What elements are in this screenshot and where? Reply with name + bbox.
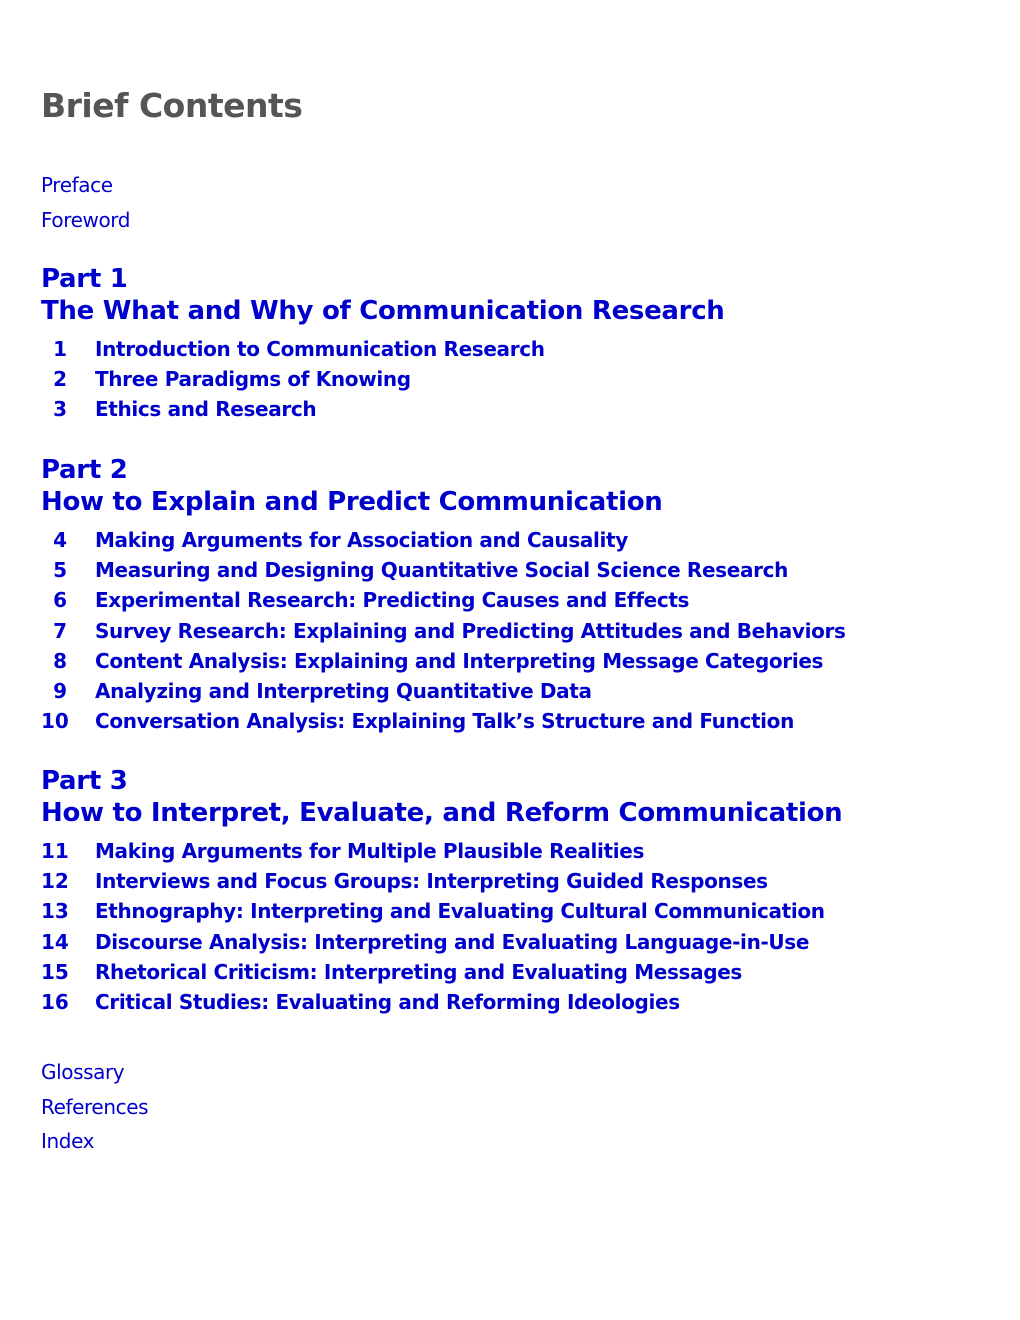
chapter-link-1[interactable] bbox=[41, 336, 1001, 366]
chapter-number: 2 bbox=[53, 367, 67, 392]
chapter-link-16[interactable] bbox=[41, 989, 1001, 1019]
chapter-link-11[interactable] bbox=[41, 838, 1001, 868]
chapter-number: 9 bbox=[53, 678, 67, 703]
chapter-number: 8 bbox=[53, 648, 67, 673]
chapter-title: Content Analysis: Explaining and Interpreting Message Categories bbox=[95, 648, 824, 673]
link-glossary[interactable]: Glossary bbox=[41, 1060, 125, 1084]
chapter-title: Ethics and Research bbox=[95, 397, 317, 422]
link-index[interactable]: Index bbox=[41, 1129, 95, 1153]
chapter-title: Analyzing and Interpreting Quantitative Data bbox=[95, 678, 592, 703]
chapter-title: Interviews and Focus Groups: Interpreting Guided Responses bbox=[95, 869, 768, 894]
chapter-title: Ethnography: Interpreting and Evaluating Cultural Communication bbox=[95, 899, 825, 924]
part-2-title[interactable]: How to Explain and Predict Communication bbox=[41, 487, 663, 517]
chapter-link-7[interactable] bbox=[41, 618, 1001, 648]
chapter-number: 11 bbox=[41, 839, 69, 863]
link-foreword[interactable]: Foreword bbox=[41, 207, 131, 232]
chapter-number: 4 bbox=[53, 528, 67, 552]
part-1-section bbox=[41, 263, 1001, 427]
chapter-link-14[interactable] bbox=[41, 929, 1001, 959]
chapter-number: 3 bbox=[53, 397, 67, 422]
chapter-title: Three Paradigms of Knowing bbox=[95, 367, 411, 392]
chapter-title: Critical Studies: Evaluating and Reforming Ideologies bbox=[95, 989, 680, 1014]
chapter-number: 16 bbox=[41, 989, 69, 1014]
chapter-number: 13 bbox=[41, 899, 69, 924]
chapter-title: Rhetorical Criticism: Interpreting and Evaluating Messages bbox=[95, 959, 742, 984]
chapter-link-15[interactable] bbox=[41, 959, 1001, 989]
chapter-link-12[interactable] bbox=[41, 868, 1001, 898]
part-3-label[interactable]: Part 3 bbox=[41, 766, 128, 796]
chapter-title: Survey Research: Explaining and Predicting Attitudes and Behaviors bbox=[95, 618, 846, 643]
chapter-number: 10 bbox=[41, 709, 69, 734]
part-3-section bbox=[41, 765, 1001, 1019]
chapter-number: 1 bbox=[53, 337, 67, 361]
chapter-title: Introduction to Communication Research bbox=[95, 337, 545, 361]
part-1-label[interactable]: Part 1 bbox=[41, 264, 128, 294]
chapter-link-13[interactable] bbox=[41, 898, 1001, 928]
back-matter-links bbox=[41, 1059, 148, 1163]
chapter-title: Discourse Analysis: Interpreting and Evaluating Language-in-Use bbox=[95, 929, 810, 954]
chapter-link-3[interactable] bbox=[41, 396, 1001, 426]
chapter-number: 14 bbox=[41, 929, 69, 954]
chapter-number: 7 bbox=[53, 618, 67, 643]
chapter-number: 15 bbox=[41, 959, 69, 984]
part-1-title[interactable]: The What and Why of Communication Research bbox=[41, 296, 725, 326]
chapter-title: Measuring and Designing Quantitative Social Science Research bbox=[95, 558, 788, 583]
part-2-label[interactable]: Part 2 bbox=[41, 455, 128, 485]
chapter-link-5[interactable] bbox=[41, 557, 1001, 587]
part-3-chapter-list bbox=[41, 838, 1001, 1019]
chapter-number: 12 bbox=[41, 869, 69, 894]
chapter-number: 5 bbox=[53, 558, 67, 583]
part-2-section bbox=[41, 454, 1001, 738]
part-2-chapter-list bbox=[41, 527, 1001, 738]
front-matter-links bbox=[41, 172, 130, 241]
link-preface[interactable]: Preface bbox=[41, 173, 113, 197]
part-1-chapter-list bbox=[41, 336, 1001, 427]
chapter-link-8[interactable] bbox=[41, 648, 1001, 678]
chapter-link-6[interactable] bbox=[41, 587, 1001, 617]
chapter-link-10[interactable] bbox=[41, 708, 1001, 738]
link-references[interactable]: References bbox=[41, 1094, 149, 1119]
chapter-link-2[interactable] bbox=[41, 366, 1001, 396]
chapter-title: Making Arguments for Multiple Plausible Realities bbox=[95, 839, 645, 863]
part-3-title[interactable]: How to Interpret, Evaluate, and Reform Communication bbox=[41, 798, 843, 828]
chapter-number: 6 bbox=[53, 588, 67, 613]
chapter-link-4[interactable] bbox=[41, 527, 1001, 557]
chapter-link-9[interactable] bbox=[41, 678, 1001, 708]
page-title: Brief Contents bbox=[41, 86, 303, 125]
chapter-title: Making Arguments for Association and Causality bbox=[95, 528, 628, 552]
chapter-title: Conversation Analysis: Explaining Talk’s Structure and Function bbox=[95, 709, 794, 734]
chapter-title: Experimental Research: Predicting Causes and Effects bbox=[95, 588, 690, 613]
